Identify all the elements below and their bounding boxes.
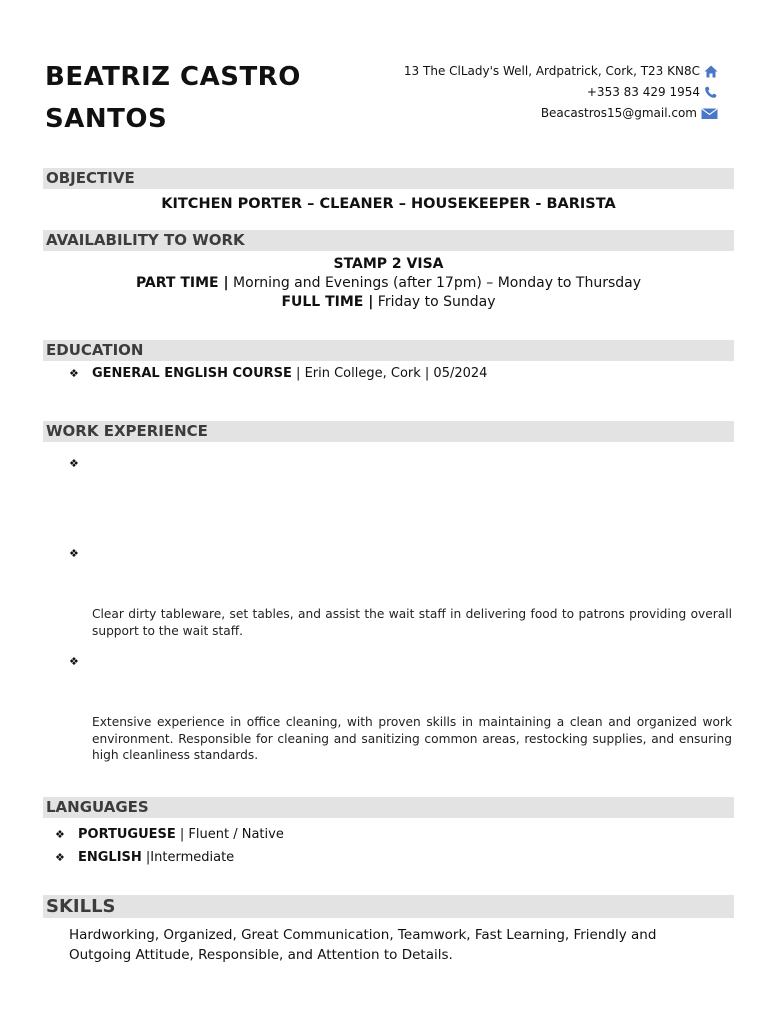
name-line-1: BEATRIZ CASTRO — [45, 62, 301, 92]
full-time-line — [43, 293, 734, 312]
phone-icon — [704, 86, 718, 99]
full-time-label: FULL TIME | — [281, 294, 374, 310]
education-heading: EDUCATION — [43, 340, 734, 361]
visa-text: STAMP 2 VISA — [333, 256, 444, 272]
name-line-2: SANTOS — [45, 104, 168, 134]
bullet-icon: ❖ — [69, 547, 79, 560]
part-time-value: Morning and Evenings (after 17pm) – Monday to Thursday — [228, 275, 642, 291]
bullet-icon: ❖ — [69, 367, 79, 380]
phone-row — [404, 82, 718, 103]
bullet-icon: ❖ — [55, 851, 65, 864]
language-item — [78, 849, 234, 867]
language-level: | Fluent / Native — [175, 827, 284, 842]
bullet-icon: ❖ — [69, 655, 79, 668]
skills-text: Hardworking, Organized, Great Communication, Teamwork, Fast Learning, Friendly and Outgoing Attitude, Responsible, and Attention to Details. — [69, 927, 657, 963]
bullet-icon: ❖ — [69, 457, 79, 470]
objective-text: KITCHEN PORTER – CLEANER – HOUSEKEEPER - BARISTA — [161, 196, 616, 212]
language-level: |Intermediate — [141, 850, 235, 865]
email-text[interactable]: Beacastros15@gmail.com — [540, 106, 697, 120]
objective-heading: OBJECTIVE — [43, 168, 734, 189]
contact-block — [404, 61, 718, 124]
work-item-2: Clear dirty tableware, set tables, and assist the wait staff in delivering food to patrons providing overall support to the wait staff. — [92, 607, 732, 638]
work-experience-heading: WORK EXPERIENCE — [43, 421, 734, 442]
education-item — [92, 365, 487, 383]
email-row — [404, 103, 718, 124]
languages-heading: LANGUAGES — [43, 797, 734, 818]
candidate-name — [45, 56, 301, 140]
language-label: PORTUGUESE — [78, 827, 176, 842]
language-item — [78, 826, 284, 844]
home-icon — [704, 65, 718, 78]
skills-heading: SKILLS — [43, 895, 734, 918]
part-time-label: PART TIME | — [135, 275, 229, 291]
address-row — [404, 61, 718, 82]
bullet-icon: ❖ — [55, 828, 65, 841]
availability-heading: AVAILABILITY TO WORK — [43, 230, 734, 251]
course-label: GENERAL ENGLISH COURSE — [92, 366, 292, 381]
work-item-3: Extensive experience in office cleaning, with proven skills in maintaining a clean and organized work environment. Responsible for cleaning and sanitizing common areas, restocking supplies, and ensuring high cleanliness standards. — [92, 715, 732, 762]
mail-icon — [701, 107, 718, 120]
address-text: 13 The ClLady's Well, Ardpatrick, Cork, T23 KN8C — [403, 64, 700, 78]
course-detail: | Erin College, Cork | 05/2024 — [291, 366, 488, 381]
phone-text: +353 83 429 1954 — [586, 85, 700, 99]
part-time-line — [43, 274, 734, 293]
full-time-value: Friday to Sunday — [373, 294, 496, 310]
language-label: ENGLISH — [78, 850, 142, 865]
